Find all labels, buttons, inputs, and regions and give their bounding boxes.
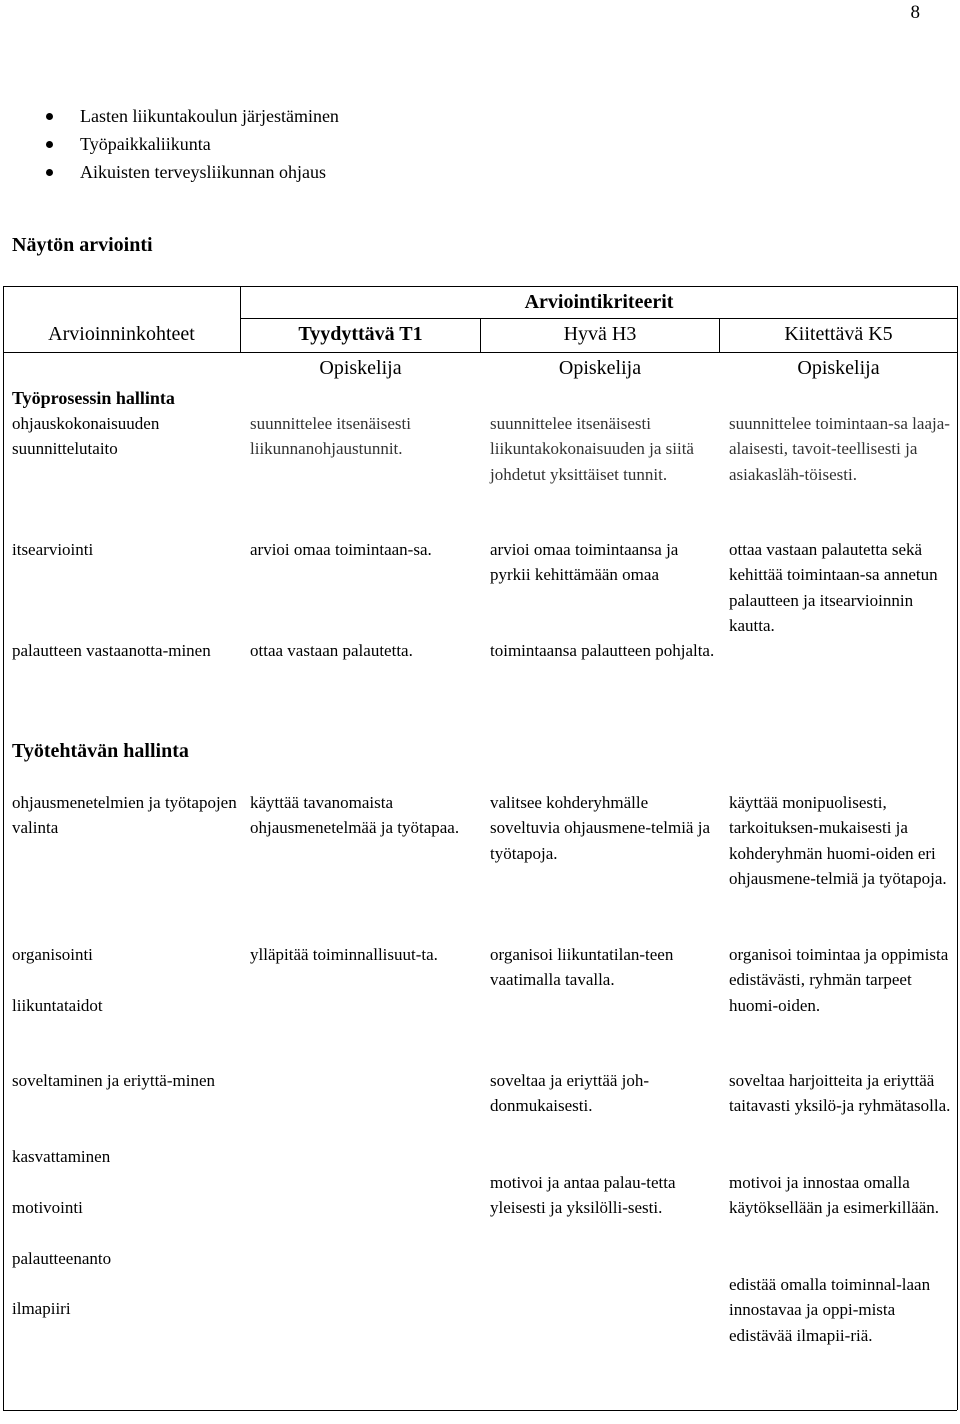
row-label: organisointi xyxy=(12,945,93,964)
bullet-list xyxy=(40,102,339,186)
cell-k5: soveltaa harjoitteita ja eriyttää taitavasti yksilö-ja ryhmätasolla. xyxy=(729,1071,951,1116)
student-label: Opiskelija xyxy=(797,357,880,379)
cell-k5: suunnittelee toimintaan-sa laaja-alaisesti, tavoit-teellisesti ja asiakasläh-töisesti. xyxy=(729,414,950,484)
section-heading: Näytön arviointi xyxy=(12,234,153,256)
cell-t1: arvioi omaa toimintaan-sa. xyxy=(250,540,432,559)
section-title: Työprosessin hallinta xyxy=(12,388,175,408)
cell-t1: ylläpitää toiminnallisuut-ta. xyxy=(250,945,438,964)
bullet-item: Työpaikkaliikunta xyxy=(40,130,339,158)
bullet-item: Lasten liikuntakoulun järjestäminen xyxy=(40,102,339,130)
cell-h3: valitsee kohderyhmälle soveltuvia ohjausmene-telmiä ja työtapoja. xyxy=(490,793,710,863)
row-label: ilmapiiri xyxy=(12,1299,71,1318)
cell-h3: toimintaansa palautteen pohjalta. xyxy=(490,641,715,660)
row-label: itsearviointi xyxy=(12,540,94,559)
cell-h3: suunnittelee itsenäisesti liikuntakokonaisuuden ja siitä johdetut yksittäiset tunnit. xyxy=(490,414,694,484)
table-divider xyxy=(240,318,957,319)
cell-k5: motivoi ja innostaa omalla käytöksellään ja esimerkillään. xyxy=(729,1173,940,1218)
student-label: Opiskelija xyxy=(558,357,642,379)
cell-k5: käyttää monipuolisesti, tarkoituksen-mukaisesti ja kohderyhmän huomi-oiden eri ohjausmene-telmiä ja työtapoja. xyxy=(729,793,947,889)
row-label: motivointi xyxy=(12,1198,83,1217)
bullet-item: Aikuisten terveysliikunnan ohjaus xyxy=(40,158,339,186)
table-border xyxy=(3,286,957,287)
cell-k5: ottaa vastaan palautetta sekä kehittää toimintaan-sa annetun palautteen ja itsearvioinnin kautta. xyxy=(729,540,938,636)
targets-header: Arvioinninkohteet xyxy=(48,323,195,345)
row-label: ohjausmenetelmien ja työtapojen valinta xyxy=(12,793,237,838)
cell-h3: arvioi omaa toimintaansa ja pyrkii kehittämään omaa xyxy=(490,540,679,585)
table-divider xyxy=(3,352,957,353)
row-label: palautteen vastaanotta-minen xyxy=(12,641,211,660)
bullet-icon xyxy=(46,169,53,176)
table-border xyxy=(957,286,958,1410)
cell-t1: ottaa vastaan palautetta. xyxy=(250,641,413,660)
bullet-icon xyxy=(46,113,53,120)
section-title: Työtehtävän hallinta xyxy=(12,740,189,762)
student-label: Opiskelija xyxy=(319,357,402,379)
level-k5-header: Kiitettävä K5 xyxy=(784,323,893,345)
cell-h3: soveltaa ja eriyttää joh-donmukaisesti. xyxy=(490,1071,650,1116)
cell-k5: edistää omalla toiminnal-laan innostavaa ja oppi-mista edistävää ilmapii-riä. xyxy=(729,1275,931,1345)
table-border xyxy=(3,1410,957,1411)
cell-t1: käyttää tavanomaista ohjausmenetelmää ja työtapaa. xyxy=(250,793,460,838)
row-label: ohjauskokonaisuuden suunnittelutaito xyxy=(12,414,160,459)
row-label: soveltaminen ja eriyttä-minen xyxy=(12,1071,215,1090)
level-t1-header: Tyydyttävä T1 xyxy=(298,323,423,345)
level-h3-header: Hyvä H3 xyxy=(563,323,637,345)
page-number: 8 xyxy=(910,2,920,23)
table-border xyxy=(3,286,4,1410)
cell-h3: organisoi liikuntatilan-teen vaatimalla tavalla. xyxy=(490,945,674,990)
criteria-header: Arviointikriteerit xyxy=(524,291,674,313)
cell-h3: motivoi ja antaa palau-tetta yleisesti ja yksilölli-sesti. xyxy=(490,1173,676,1218)
cell-t1: suunnittelee itsenäisesti liikunnanohjaustunnit. xyxy=(250,414,411,459)
bullet-icon xyxy=(46,141,53,148)
row-label: liikuntataidot xyxy=(12,996,103,1015)
cell-k5: organisoi toimintaa ja oppimista edistävästi, ryhmän tarpeet huomi-oiden. xyxy=(729,945,949,1015)
row-label: kasvattaminen xyxy=(12,1147,111,1166)
row-label: palautteenanto xyxy=(12,1249,112,1268)
